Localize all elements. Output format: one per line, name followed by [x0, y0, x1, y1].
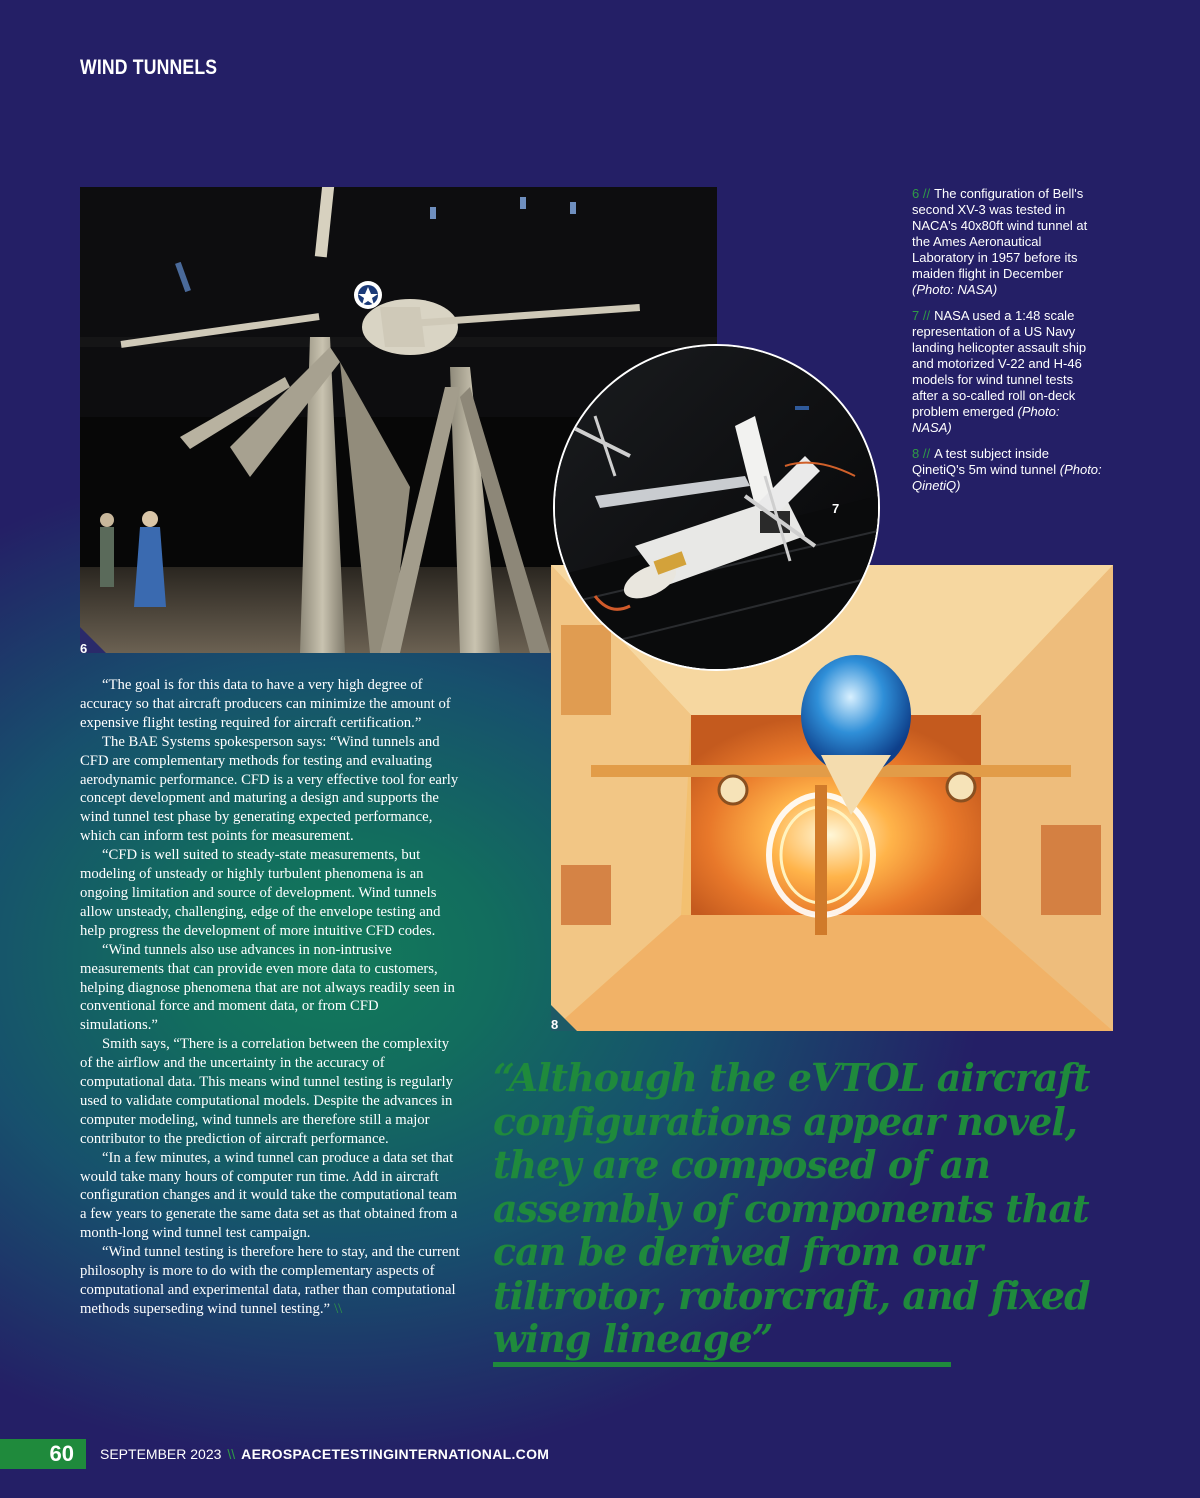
caption-7-separator: // — [922, 308, 931, 323]
body-paragraph: “In a few minutes, a wind tunnel can produce a data set that would take many hours of computer run time. Add in aircraft configuration changes and it would take the computational team a few years to generate the same data set as that obtained from a month-long wind tunnel test campaign. — [80, 1149, 458, 1242]
caption-8 — [912, 446, 1102, 494]
caption-7-number: 7 — [912, 308, 920, 323]
caption-6 — [912, 186, 1102, 298]
body-paragraph: “The goal is for this data to have a very high degree of accuracy so that aircraft producers can minimize the amount of expensive flight testing required for aircraft certification.” — [80, 677, 451, 731]
photo7-number: 7 — [832, 501, 840, 516]
caption-6-separator: // — [922, 186, 931, 201]
caption-7-text: NASA used a 1:48 scale representation of a US Navy landing helicopter assault ship and motorized V-22 and H-46 models for wind tunnel tests after a so-called roll on-deck problem emerged — [912, 308, 1087, 419]
caption-8-credit: (Photo: QinetiQ) — [912, 462, 1102, 493]
caption-8-number: 8 — [912, 446, 920, 461]
body-paragraph: Smith says, “There is a correlation between the complexity of the airflow and the uncertainty in the accuracy of computational data. This means wind tunnel testing is regularly used to validate computational models. Despite the advances in computer modeling, wind tunnels are therefore still a major contributor to the prediction of aircraft performance. — [80, 1036, 453, 1147]
photo8-number: 8 — [551, 1017, 559, 1032]
footer-separator: \\ — [227, 1446, 236, 1462]
photo-captions — [912, 186, 1102, 504]
body-paragraph-last — [80, 1243, 460, 1319]
body-paragraph: “Wind tunnels also use advances in non-intrusive measurements that can provide even more data to customers, helping diagnose phenomena that are not always readily seen in conventional force and moment data, or from CFD simulations.” — [80, 941, 455, 1034]
caption-7-credit: (Photo: NASA) — [912, 404, 1060, 435]
photo-v22-model — [553, 344, 880, 671]
photo6-number: 6 — [80, 641, 88, 656]
pull-quote-underline — [493, 1362, 951, 1367]
footer-date: SEPTEMBER 2023 — [100, 1446, 222, 1462]
footer-site-link[interactable]: AEROSPACETESTINGINTERNATIONAL.COM — [241, 1446, 550, 1462]
caption-6-credit: (Photo: NASA) — [912, 282, 998, 297]
caption-6-number: 6 — [912, 186, 920, 201]
caption-6-text: The configuration of Bell's second XV-3 was tested in NACA's 40x80ft wind tunnel at the Ames Aeronautical Laboratory in 1957 before its maiden flight in December — [912, 186, 1088, 281]
page-number: 60 — [49, 1441, 74, 1466]
body-paragraph-last-text: “Wind tunnel testing is therefore here to stay, and the current philosophy is more to do with the complementary aspects of computational and experimental data, rather than computational methods superseding wind tunnel testing.” — [80, 1244, 460, 1317]
pull-quote: “Although the eVTOL aircraft configurations appear novel, they are composed of an assembly of components that can be derived from our tiltrotor, rotorcraft, and fixed wing lineage” — [493, 1055, 1090, 1361]
caption-8-separator: // — [922, 446, 931, 461]
body-paragraph: “CFD is well suited to steady-state measurements, but modeling of unsteady or highly turbulent phenomena is an ongoing limitation and source of development. Wind tunnels allow unsteady, challenging, edge of the envelope testing and help progress the development of more intuitive CFD codes. — [80, 847, 441, 939]
caption-7 — [912, 308, 1102, 436]
caption-8-text: A test subject inside QinetiQ's 5m wind tunnel — [912, 446, 1057, 477]
article-body — [80, 676, 460, 1319]
v22-model-illustration — [555, 346, 878, 669]
footer — [100, 1445, 549, 1463]
article-end-mark: \\ — [334, 1300, 343, 1317]
section-header: WIND TUNNELS — [80, 56, 218, 79]
body-paragraph: The BAE Systems spokesperson says: “Wind tunnels and CFD are complementary methods for testing and evaluating aerodynamic performance. CFD is a very effective tool for early concept development and maturing a design and supports the wind tunnel test phase by generating expected performance, which can inform test points for measurement. — [80, 733, 459, 845]
